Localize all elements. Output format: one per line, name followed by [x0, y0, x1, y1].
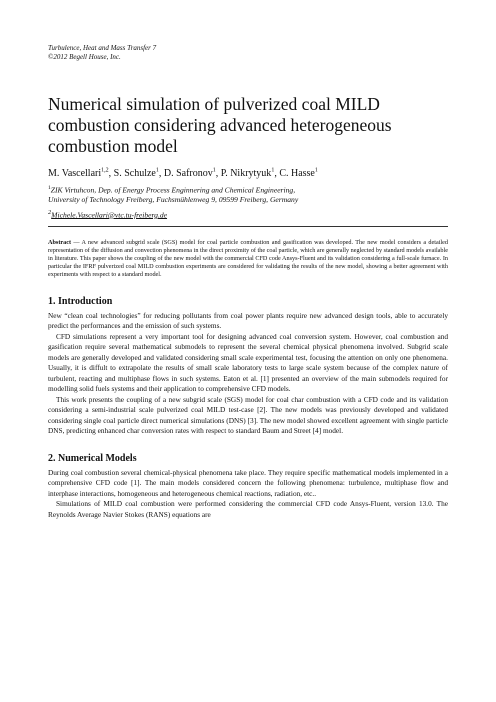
section-heading-numerical-models: 2. Numerical Models: [48, 452, 137, 464]
author: P. Nikrytyuk$^1$,: [220, 168, 280, 180]
copyright-line: ©2012 Begell House, Inc.: [48, 53, 121, 61]
section-heading-introduction: 1. Introduction: [48, 295, 113, 307]
running-header: [48, 44, 448, 62]
abstract: Abstract — A new advanced subgrid scale (SGS) model for coal particle combustion and gasification was developed. The new model considers a detailed representation of the diffusion and convection phenomena in the direct proximity of the coal particle, which are generally neglected by standard models available in literature. This paper shows the coupling of the new model with the commercial CFD code Ansys-Fluent and its validation considering a full-scale furnace. In particular the IFRF pulverized coal MILD combustion experiments are considered for validating the results of the new model, showing a better agreement with experiments with respect to a standard model.: [48, 238, 448, 279]
author: M. Vascellari$^{1,2}$,: [48, 168, 114, 180]
paragraph: This work presents the coupling of a new subgrid scale (SGS) model for coal char combustion with a CFD code and its validation considering a semi-industrial scale pulverized coal MILD test-case [2]. The new models was previously developed and validated considering single coal particle direct numerical simulations (DNS) [3]. The new model showed excellent agreement with single particle DNS, predicting enhanced char conversion rates with respect to standard Baum and Street [4] model.: [48, 394, 448, 436]
author-list: [48, 165, 448, 180]
paragraph: During coal combustion several chemical-physical phenomena take place. They require specific mathematical models implemented in a comprehensive CFD code [1]. The main models considered concern the following phenomena: turbulence, multiphase flow and interphase interactions, homogeneous and heterogeneous chemical reactions, radiation, etc..: [48, 467, 448, 498]
affiliation: $^1$ZIK Virtuhcon, Dep. of Energy Process Enginnering and Chemical Engineering, University of Technology Freiberg, Fuchsmühlenweg 9, 09599 Freiberg, Germany: [48, 185, 299, 205]
paper-page: [48, 44, 448, 520]
journal-name: Turbulence, Heat and Mass Transfer 7: [48, 44, 157, 52]
abstract-label: Abstract: [48, 238, 72, 246]
author: C. Hasse$^1$: [279, 168, 318, 180]
paragraph: Simulations of MILD coal combustion were performed considering the commercial CFD code Ansys-Fluent, version 13.0. The Reynolds Average Navier Stokes (RANS) equations are: [48, 499, 448, 519]
email-link[interactable]: Michele.Vascellari@vtc.tu-freiberg.de: [51, 210, 168, 220]
paragraph: CFD simulations represent a very important tool for designing advanced coal conversion system. However, coal combustion and gasification require several mathematical submodels to represent the several chemical physical phenomena involved. Subgrid scale models are generally developed and validated considering small scale experimental test, focusing the attention on only one phenomena. Usually, it is diffult to extrapolate the results of small scale laboratory tests to large scale system because of the complex nature of turbulent, reacting and multiphase flows in such systems. Eaton et al. [1] presented an overview of the main submodels required for modelling solid fuels systems and their application to comprehensive CFD models.: [48, 331, 448, 394]
paragraph: New “clean coal technologies” for reducing pollutants from coal power plants require new advanced design tools, able to accurately predict the performances and the emission of such systems.: [48, 310, 448, 331]
header-divider: [48, 226, 448, 227]
paper-title: Numerical simulation of pulverized coal MILD combustion considering advanced heterogeneous combustion model: [48, 94, 392, 156]
abstract-text: A new advanced subgrid scale (SGS) model for coal particle combustion and gasification was developed. The new model considers a detailed representation of the diffusion and convection phenomena in the direct proximity of the coal particle, which are generally neglected by standard models available in literature. This paper shows the coupling of the new model with the commercial CFD code Ansys-Fluent and its validation considering a full-scale furnace. In particular the IFRF pulverized coal MILD combustion experiments are considered for validating the results of the new model, showing a better agreement with experiments with respect to a standard model.: [48, 238, 448, 279]
author: D. Safronov$^1$,: [163, 168, 221, 180]
author: S. Schulze$^1$,: [113, 168, 164, 180]
contact-email: $^2$Michele.Vascellari@vtc.tu-freiberg.de: [48, 208, 168, 220]
